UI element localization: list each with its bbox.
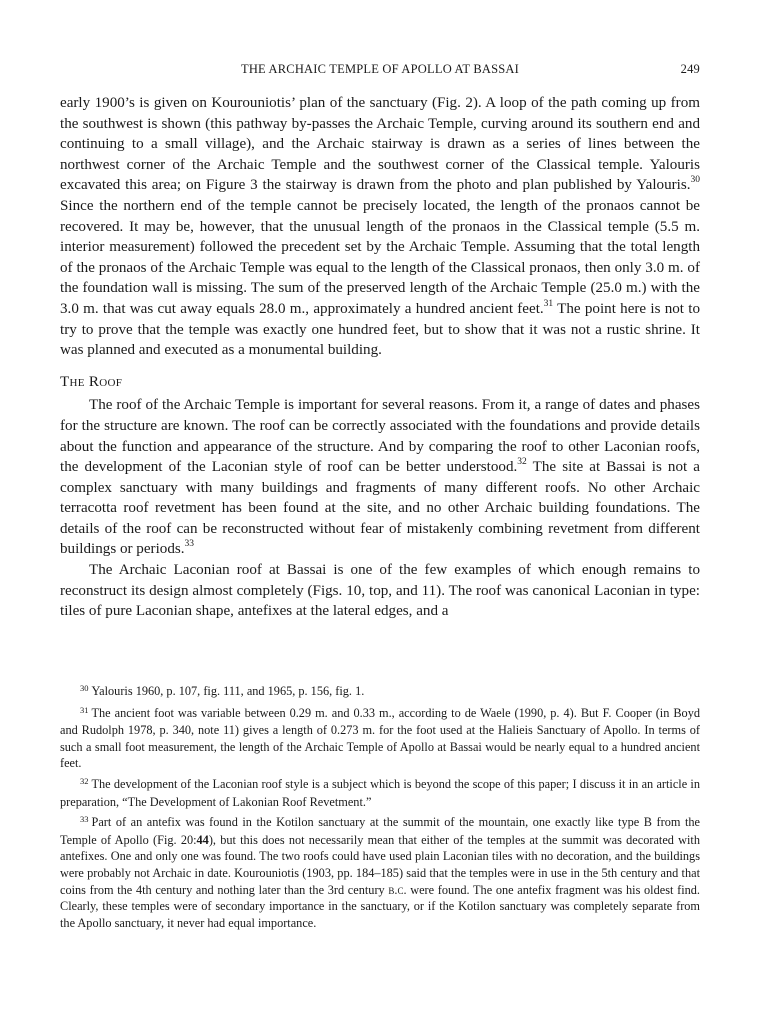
paragraph-2-text-b: The site at Bassai is not a complex sanctuary with many buildings and fragments of many different roofs. No other Archaic terracotta roof revetment has been found at the site, and no other Archaic building foundations. The details of the roof can be reconstructed without fear of mistakenly combining revetment from different buildings or periods. [60,459,701,558]
footnote-text: The development of the Laconian roof style is a subject which is beyond the scope of this paper; I discuss it in an article in preparation, “The Development of Lakonian Roof Revetment.” [60,776,700,809]
footnote-text: The ancient foot was variable between 0.29 m. and 0.33 m., according to de Waele (1990, p. 4). But F. Cooper (in Boyd and Rudolph 1978, p. 340, note 11) gives a length of 0.273 m. for the foot used at the Halieis Sanctuary of Apollo. In terms of such a small foot measurement, the length of the Archaic Temple of Apollo at Bassai would be nearly equal to a hundred ancient feet. [60,705,700,771]
paragraph-1 [60,93,700,361]
footnote-number: 30 [80,683,89,693]
figure-ref-bold: 44 [196,832,209,847]
footnote-ref-31[interactable]: 31 [543,298,554,309]
paragraph-1-text-b: Since the northern end of the temple cannot be precisely located, the length of the pronaos cannot be recovered. It may be, however, that the unusual length of the pronaos in the Classical temple (5.5 m. interior measurement) followed the precedent set by the Archaic Temple. Assuming that the total length of the pronaos of the Archaic Temple was equal to the length of the Classical pronaos, then only 3.0 m. of the foundation wall is missing. The sum of the preserved length of the Archaic Temple (25.0 m.) with the 3.0 m. that was cut away equals 28.0 m., approximately a hundred ancient feet. [60,197,700,317]
footnote-32 [60,776,700,810]
footnote-number: 32 [80,775,89,786]
paragraph-2-text-a: The roof of the Archaic Temple is important for several reasons. From it, a range of dates and phases for the structure are known. The roof can be correctly associated with the foundations and provide details about the function and appearance of the structure. And by comparing the roof to other Laconian roofs, the development of the Laconian style of roof can be better understood. [60,397,700,476]
footnote-text: Yalouris 1960, p. 107, fig. 111, and 1965, p. 156, fig. 1. [91,684,365,698]
page-number: 249 [680,62,700,76]
footnote-ref-32[interactable]: 32 [517,457,527,468]
footnote-number: 33 [80,814,89,825]
paragraph-3: The Archaic Laconian roof at Bassai is one of the few examples of which enough remains to reconstruct its design almost completely (Figs. 10, top, and 11). The roof was canonical Laconian in type: tiles of pure Laconian shape, antefixes at the lateral edges, and a [60,562,700,620]
footnote-31 [60,705,700,772]
section-heading: The Roof [60,373,123,390]
footnote-text-b: ), but this does not necessarily mean that either of the temples at the summit was decorated with antefixes. One and only one was found. The two roofs could have used plain Laconian tiles with no decoration, and the buildings were probably not Archaic in date. Kourouniotis (1903, pp. 184–185) said that the temples were in use in the 5th century and that coins from the 4th century and nothing later than the 3rd century [60,832,700,897]
footnote-number: 31 [80,704,89,715]
footnote-ref-30[interactable]: 30 [690,175,700,186]
footnote-text-a: Part of an antefix was found in the Kotilon sanctuary at the summit of the mountain, one exactly like type B from the Temple of Apollo (Fig. 20: [60,815,700,847]
paragraph-1-text-c: The point here is not to try to prove that the temple was exactly one hundred feet, but to show that it was not a rustic shrine. It was planned and executed as a monumental building. [60,300,700,359]
paragraph-1-text-a: early 1900’s is given on Kourouniotis’ plan of the sanctuary (Fig. 2). A loop of the path coming up from the southwest is shown (this pathway by-passes the Archaic Temple, curving around its southern end and continuing to a small village), and the Archaic stairway is drawn as a series of lines between the northwest corner of the Archaic Temple and the southwest corner of the Classical temple. Yalouris excavated this area; on Figure 3 the stairway is drawn from the photo and plan published by Yalouris. [60,95,700,194]
footnotes [60,683,700,935]
running-head-title: THE ARCHAIC TEMPLE OF APOLLO AT BASSAI [240,62,519,76]
running-head [60,62,700,80]
body-text [60,93,700,622]
paragraph-2 [60,395,700,560]
era-abbreviation: b.c. [388,882,407,897]
footnote-30 [60,683,700,701]
footnote-33 [60,814,700,931]
footnote-text-c: were found. The one antefix fragment was his oldest find. Clearly, these temples were of secondary importance in the sanctuary, or if the Kotilon sanctuary was completely separate from the Apollo sanctuary, it never had equal importance. [60,882,700,930]
footnote-ref-33[interactable]: 33 [184,539,195,550]
